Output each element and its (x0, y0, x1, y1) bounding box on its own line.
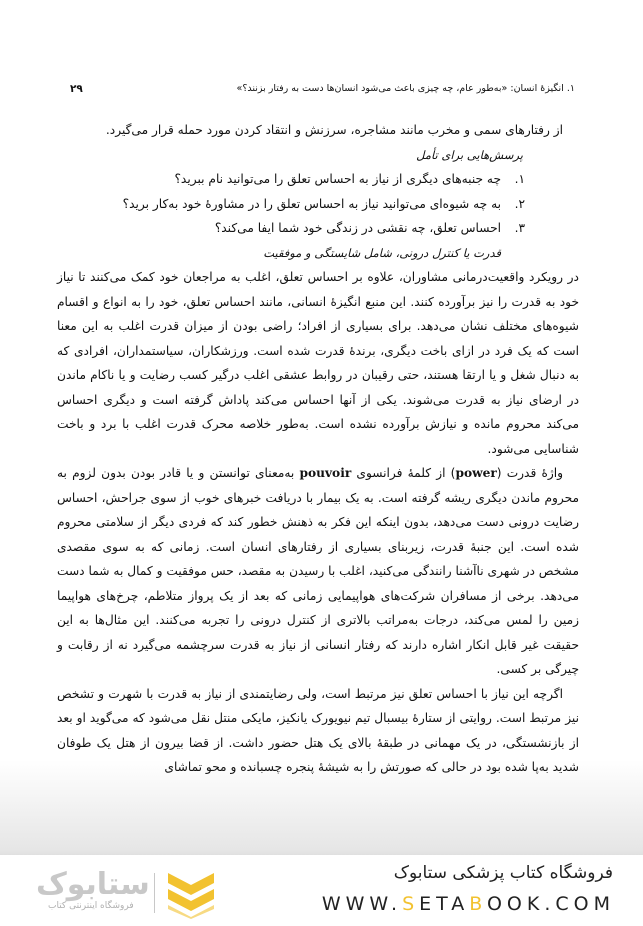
url-accent-s: S (402, 893, 420, 915)
store-logo[interactable] (26, 865, 226, 917)
question-item (57, 216, 525, 241)
question-text: به چه شیوه‌ای می‌توانید نیاز به احساس تعلق را در مشاورهٔ خود به‌کار برید؟ (122, 196, 501, 211)
term-power: power (455, 466, 497, 480)
url-suffix: OOK.COM (486, 893, 615, 915)
page-content (57, 118, 579, 780)
term-pouvoir: pouvoir (299, 466, 352, 480)
url-accent-b: B (469, 893, 487, 915)
paragraph-fame: اگرچه این نیاز با احساس تعلق نیز مرتبط است، ولی رضایتمندی از نیاز به قدرت با شهرت و تشخص نیز مرتبط است. روایتی از ستارهٔ بیسبال تیم نیویورک یانکیز، مایکی منتل نقل می‌شود که می‌گوید او بعد از بازنشستگی، در یک مهمانی در طبقهٔ بالای یک هتل حضور داشت. از قضا بیرون از هتل یک طوفان شدید به‌پا شده بود در حالی که صورتش را به شیشهٔ پنجره چسبانده و محو تماشای (57, 686, 579, 774)
question-number: ۳. (514, 221, 525, 235)
question-text: احساس تعلق، چه نقشی در زندگی خود شما ایفا می‌کند؟ (214, 221, 501, 235)
running-head (70, 83, 575, 97)
reflection-questions (57, 167, 579, 241)
store-name: فروشگاه کتاب پزشکی ستابوک (393, 863, 613, 883)
section-heading: قدرت یا کنترل درونی، شامل شایستگی و موفقیت (263, 245, 501, 260)
url-part: ETA (419, 893, 470, 915)
url-prefix: WWW. (321, 893, 403, 915)
question-item (57, 167, 525, 192)
logo-divider (154, 873, 155, 913)
logo-subtitle: فروشگاه اینترنتی کتاب (48, 901, 134, 911)
paragraph-power-intro: در رویکرد واقعیت‌درمانی مشاوران، علاوه بر احساس تعلق، اغلب به مراجعان خود کمک می‌کنند تا نیاز خود به قدرت را نیز برآورده کنند. این منبع انگیزهٔ انسانی، مانند احساس تعلق، خود را به انواع و اقسام شیوه‌های مختلف نشان می‌دهد. برای بسیاری از افراد؛ راضی بودن از میزان قدرت اغلب به این معنا است که یک فرد در ازای باخت دیگری، برندهٔ قدرت شده است. ورزشکاران، سیاستمداران، افرادی که به دنبال شغل و یا ارتقا هستند، حتی رقیبان در روابط عشقی اغلب درگیر کسب رضایت و یا ناکام ماندن در ارضای نیاز به قدرت می‌شوند. یکی از آنها احساس می‌کند پاداش گرفته است و دیگری احساس می‌کند محروم مانده و نیازش برآورده نشده است. به‌طور خلاصه محرک قدرت اغلب با برد و باخت شناسایی می‌شود. (57, 270, 579, 456)
reflection-heading: پرسش‌هایی برای تأمل (416, 147, 523, 162)
opening-line: از رفتارهای سمی و مخرب مانند مشاجره، سرزنش و انتقاد کردن مورد حمله قرار می‌گیرد. (105, 123, 563, 137)
chapter-title: ۱. انگیزهٔ انسان: «به‌طور عام، چه چیزی باعث می‌شود انسان‌ها دست به رفتار بزنند؟» (236, 83, 575, 94)
logo-wordmark: ستابوک (36, 867, 150, 902)
question-number: ۱. (514, 172, 525, 186)
question-number: ۲. (514, 196, 525, 211)
question-text: چه جنبه‌های دیگری از نیاز به احساس تعلق را می‌توانید نام ببرید؟ (174, 172, 501, 186)
text-run: واژهٔ قدرت ( (496, 466, 563, 480)
store-url[interactable] (322, 893, 615, 915)
paragraph-power-etymology (57, 461, 579, 682)
page-number: ۲۹ (70, 83, 83, 95)
chevron-logo-icon (166, 869, 216, 919)
question-item (57, 192, 525, 217)
store-banner (0, 855, 643, 926)
text-run: ) از کلمهٔ فرانسوی (351, 466, 456, 480)
text-run: به‌معنای توانستن و یا قادر بودن بدون لزوم به محروم ماندن دیگری ریشه گرفته است. به یک بیمار با دریافت خبرهای خوب از سوی جراحش، احساس رضایت درونی دست می‌دهد، بدون اینکه این فکر به ذهنش خطور کند که فردی دیگر از سلامتی محروم شده است. این جنبهٔ قدرت، زیربنای بسیاری از رفتارهای انسان است. زمانی که به سوی مقصدی مشخص در شهری ناآشنا رانندگی می‌کنید، اغلب با رسیدن به مقصد، حس موفقیت و کمال به شما دست می‌دهد. برخی از مسافران شرکت‌های هواپیمایی زمانی که بعد از یک پرواز متلاطم، چرخ‌های هواپیما زمین را لمس می‌کند، درجات به‌مراتب بالاتری از کنترل درونی را تجربه می‌کنند. این مثال‌ها به این حقیقت غیر قابل انکار اشاره دارند که رفتار انسانی از نیاز به قدرت سرچشمه می‌گیرد نه از رقابت و چیرگی بر کسی. (57, 466, 579, 676)
